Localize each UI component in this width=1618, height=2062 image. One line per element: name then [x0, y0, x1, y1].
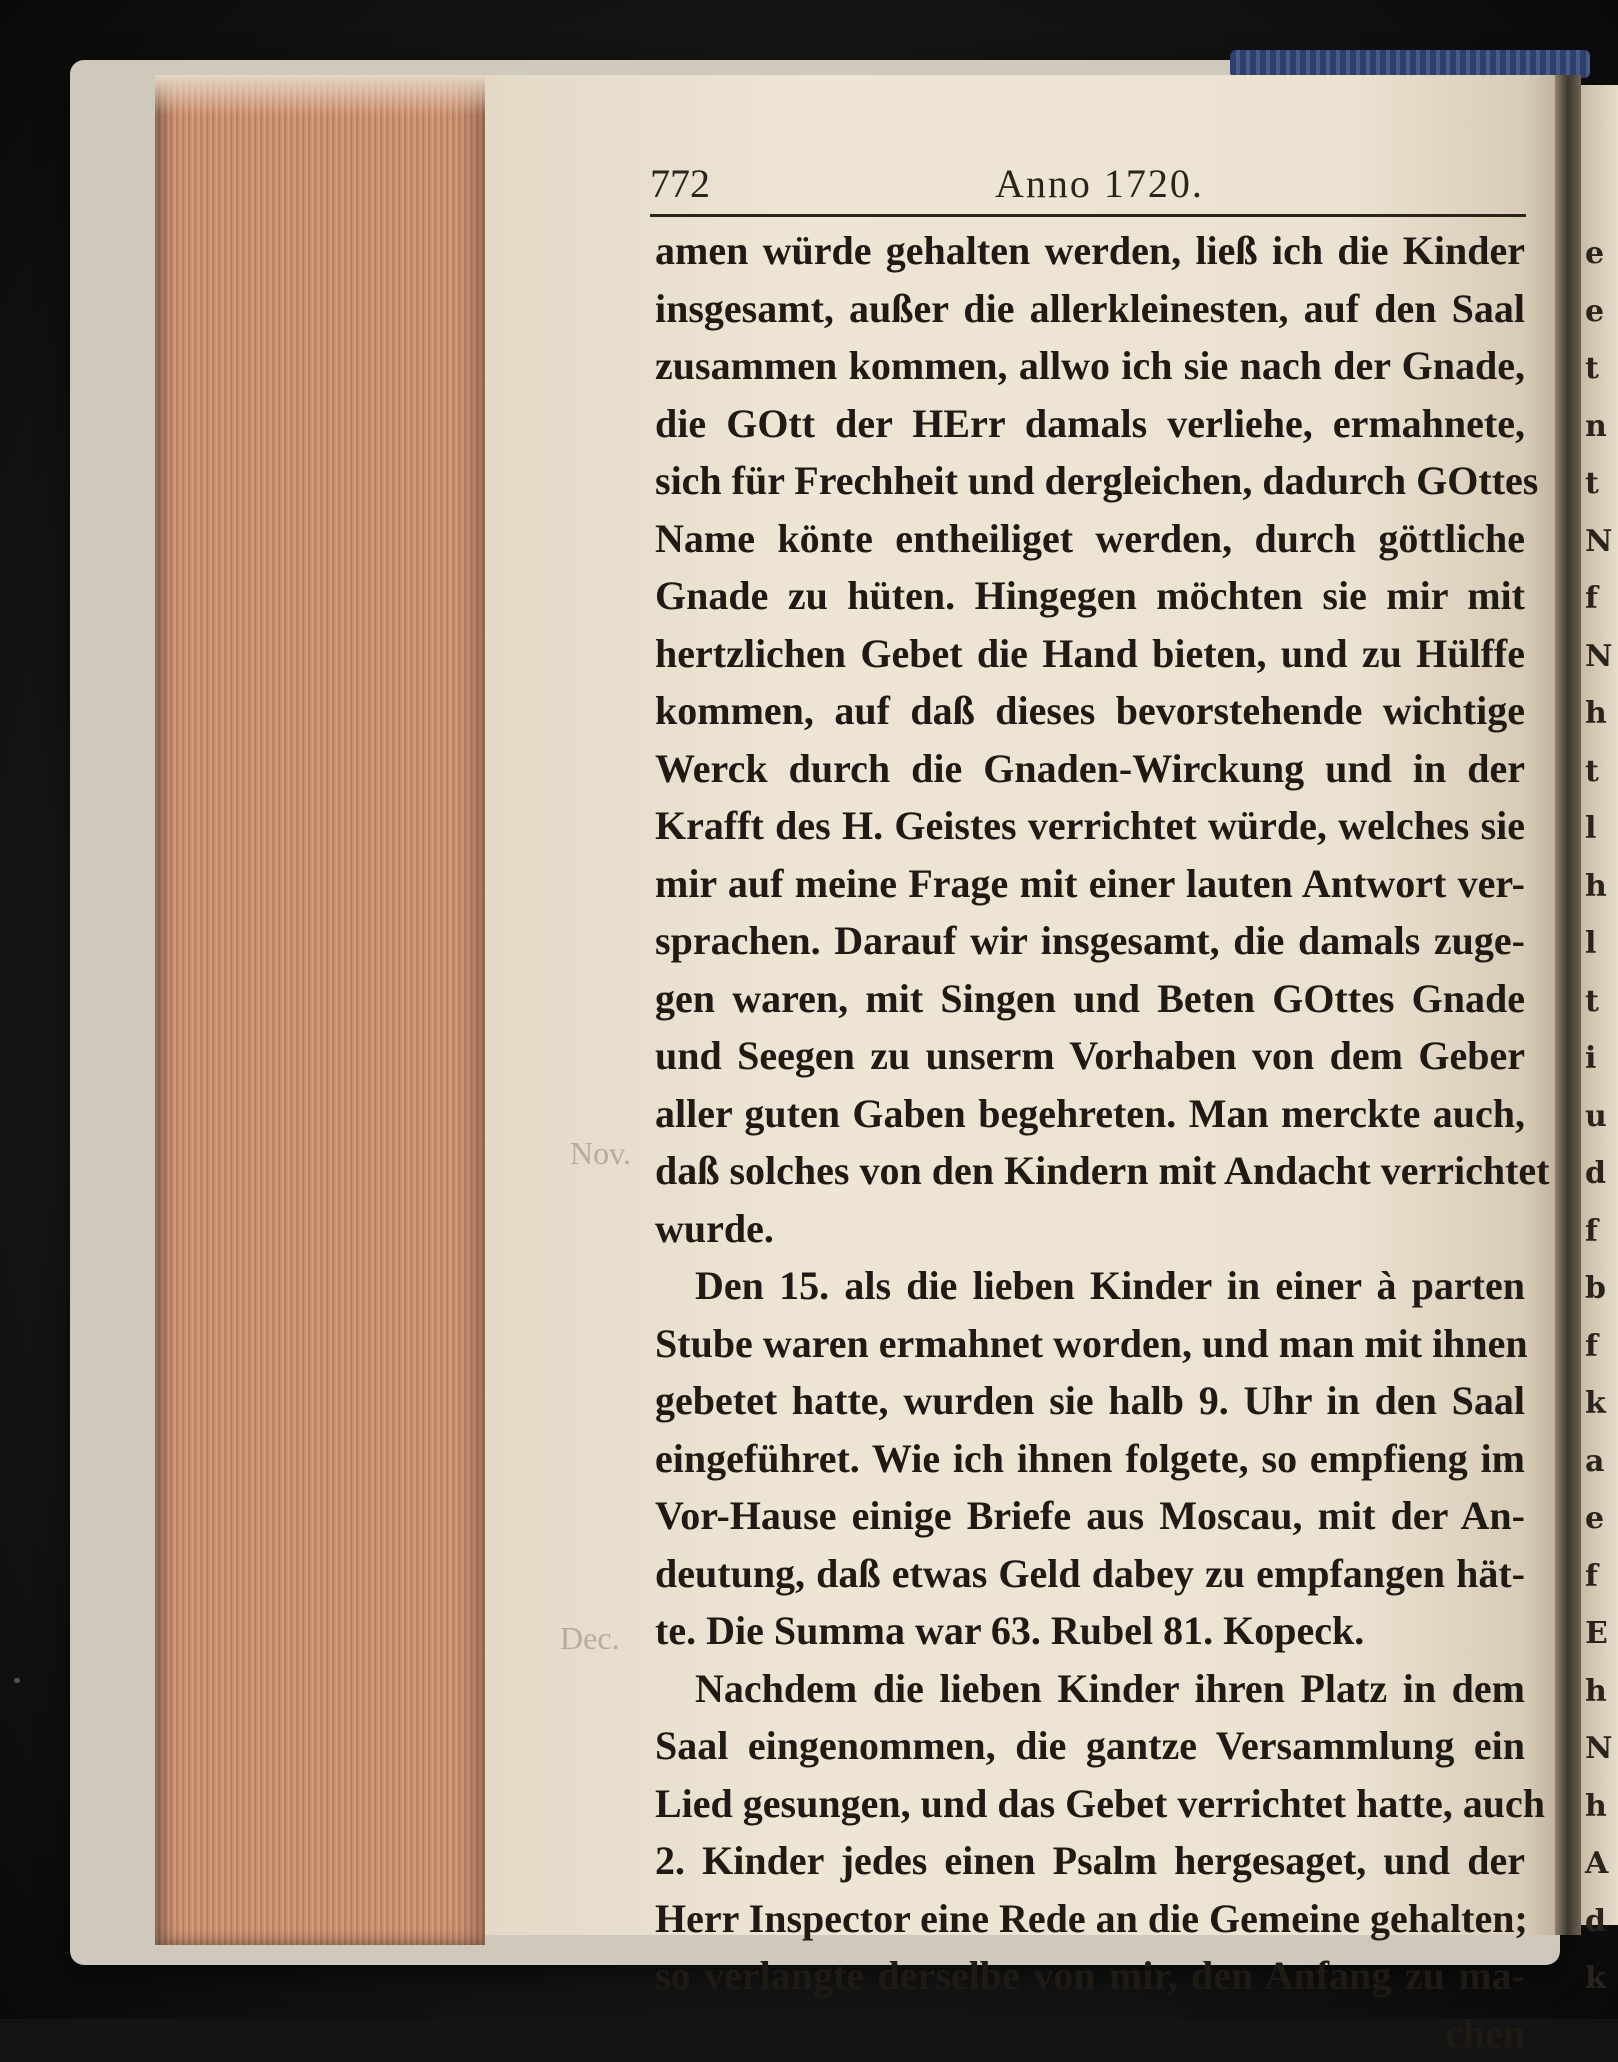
text-line: mir auf meine Frage mit einer lauten Antwort ver- [655, 855, 1525, 913]
text-line: Vor-Hause einige Briefe aus Moscau, mit der An- [655, 1487, 1525, 1545]
show-through-text: Nov. [570, 1135, 631, 1172]
facing-page-letter: h [1585, 858, 1612, 916]
facing-page-letter: l [1585, 915, 1612, 973]
facing-page-letter: e [1585, 283, 1612, 341]
page-fore-edge [155, 75, 485, 1945]
page-header [650, 160, 1520, 210]
facing-page-letter: d [1585, 1145, 1612, 1203]
facing-page-letter: e [1585, 225, 1612, 283]
catchword: chen [655, 2005, 1525, 2062]
text-line: eingeführet. Wie ich ihnen folgete, so empfieng im [655, 1430, 1525, 1488]
facing-page-letter: E [1585, 1605, 1612, 1663]
page-fore-edge-highlight [155, 75, 485, 115]
text-line: aller guten Gaben begehreten. Man merckte auch, [655, 1085, 1525, 1143]
book-gutter [1555, 75, 1581, 1935]
right-page-edge [1581, 85, 1618, 1925]
text-line: kommen, auf daß dieses bevorstehende wichtige [655, 682, 1525, 740]
facing-page-letter: k [1585, 1375, 1612, 1433]
header-rule [650, 214, 1526, 217]
text-line: 2. Kinder jedes einen Psalm hergesaget, und der [655, 1832, 1525, 1890]
text-line: amen würde gehalten werden, ließ ich die Kinder [655, 222, 1525, 280]
text-line: Krafft des H. Geistes verrichtet würde, welches sie [655, 797, 1525, 855]
text-line: gen waren, mit Singen und Beten GOttes Gnade [655, 970, 1525, 1028]
facing-page-letter: b [1585, 1260, 1612, 1318]
facing-page-letter: f [1585, 1548, 1612, 1606]
facing-page-letters [1585, 225, 1612, 2008]
text-line: gebetet hatte, wurden sie halb 9. Uhr in den Saal [655, 1372, 1525, 1430]
blue-cover-edge [1230, 50, 1590, 78]
facing-page-letter: N [1585, 513, 1612, 571]
facing-page-letter: t [1585, 455, 1612, 513]
facing-page-letter: N [1585, 628, 1612, 686]
text-line: Name könte entheiliget werden, durch göttliche [655, 510, 1525, 568]
text-line: Saal eingenommen, die gantze Versammlung ein [655, 1717, 1525, 1775]
facing-page-letter: n [1585, 398, 1612, 456]
facing-page-letter: t [1585, 973, 1612, 1031]
text-line: Nachdem die lieben Kinder ihren Platz in dem [655, 1660, 1525, 1718]
page-number: 772 [650, 160, 710, 207]
facing-page-letter: e [1585, 1490, 1612, 1548]
text-line: sprachen. Darauf wir insgesamt, die damals zuge- [655, 912, 1525, 970]
text-line: sich für Frechheit und dergleichen, dadurch GOttes [655, 452, 1525, 510]
page-body [655, 222, 1525, 2062]
show-through-text: Dec. [560, 1620, 620, 1657]
text-line: hertzlichen Gebet die Hand bieten, und zu Hülffe [655, 625, 1525, 683]
facing-page-letter: h [1585, 685, 1612, 743]
facing-page-letter: t [1585, 340, 1612, 398]
dust-speck [14, 1678, 20, 1683]
facing-page-letter: i [1585, 1030, 1612, 1088]
facing-page-letter: l [1585, 800, 1612, 858]
running-head: Anno 1720. [995, 160, 1204, 207]
text-line: Lied gesungen, und das Gebet verrichtet hatte, auch [655, 1775, 1525, 1833]
text-line: und Seegen zu unserm Vorhaben von dem Geber [655, 1027, 1525, 1085]
facing-page-letter: h [1585, 1663, 1612, 1721]
text-line: Werck durch die Gnaden-Wirckung und in der [655, 740, 1525, 798]
text-line: die GOtt der HErr damals verliehe, ermahnete, [655, 395, 1525, 453]
facing-page-letter: A [1585, 1835, 1612, 1893]
text-line: wurde. [655, 1200, 1525, 1258]
facing-page-letter: f [1585, 1318, 1612, 1376]
facing-page-letter: u [1585, 1088, 1612, 1146]
text-line: insgesamt, außer die allerkleinesten, auf den Saal [655, 280, 1525, 338]
facing-page-letter: d [1585, 1893, 1612, 1951]
text-line: Herr Inspector eine Rede an die Gemeine gehalten; [655, 1890, 1525, 1948]
facing-page-letter: t [1585, 743, 1612, 801]
text-line: Den 15. als die lieben Kinder in einer à parten [655, 1257, 1525, 1315]
text-line: deutung, daß etwas Geld dabey zu empfangen hät- [655, 1545, 1525, 1603]
facing-page-letter: k [1585, 1950, 1612, 2008]
facing-page-letter: h [1585, 1778, 1612, 1836]
facing-page-letter: a [1585, 1433, 1612, 1491]
text-line: Stube waren ermahnet worden, und man mit ihnen [655, 1315, 1525, 1373]
text-line: daß solches von den Kindern mit Andacht verrichtet [655, 1142, 1525, 1200]
facing-page-letter: f [1585, 570, 1612, 628]
facing-page-letter: N [1585, 1720, 1612, 1778]
text-line: te. Die Summa war 63. Rubel 81. Kopeck. [655, 1602, 1525, 1660]
text-line: so verlangte derselbe von mir, den Anfang zu ma- [655, 1947, 1525, 2005]
facing-page-letter: f [1585, 1203, 1612, 1261]
text-line: zusammen kommen, allwo ich sie nach der Gnade, [655, 337, 1525, 395]
text-line: Gnade zu hüten. Hingegen möchten sie mir mit [655, 567, 1525, 625]
